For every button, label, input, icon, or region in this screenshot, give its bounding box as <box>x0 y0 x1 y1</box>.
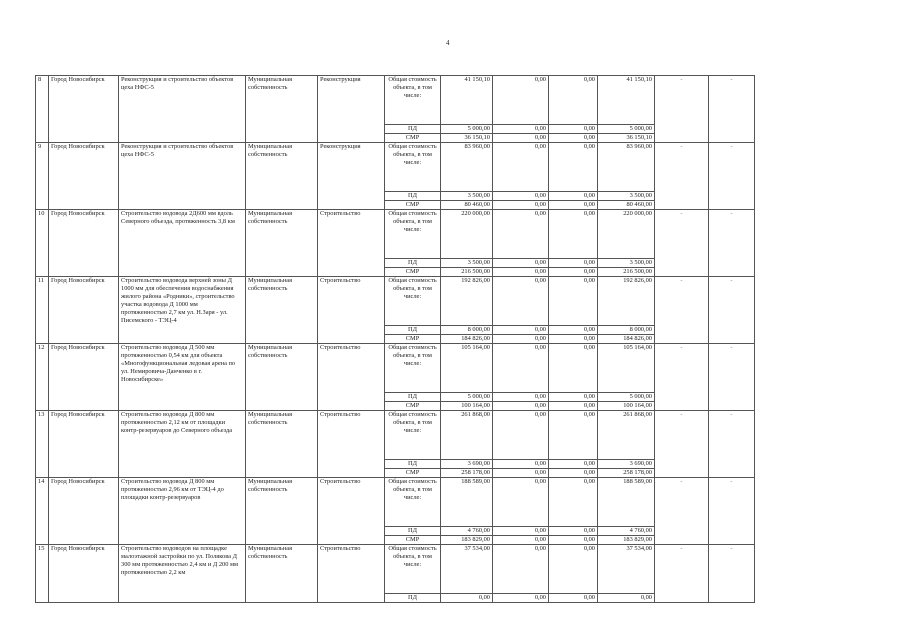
cost-label-cell: Общая стоимость объекта, в том числе: <box>385 545 441 594</box>
cost-label-cell: Общая стоимость объекта, в том числе: <box>385 277 441 326</box>
dash-cell: - <box>655 143 709 210</box>
cost-label-cell: Общая стоимость объекта, в том числе: <box>385 478 441 527</box>
row-number: 15 <box>36 545 49 603</box>
object-name-cell: Строительство водовода 2Д600 мм вдоль Северного объезда, протяженность 3,8 км <box>119 210 246 277</box>
total-value-cell: 261 868,00 <box>598 411 655 460</box>
pd-value-cell: 0,00 <box>549 527 598 536</box>
work-type-cell: Реконструкция <box>318 143 385 210</box>
city-cell: Город Новосибирск <box>49 143 119 210</box>
pd-value-cell: 4 760,00 <box>598 527 655 536</box>
total-value-cell: 0,00 <box>549 277 598 326</box>
dash-cell: - <box>655 545 709 603</box>
pd-value-cell: 3 690,00 <box>598 460 655 469</box>
total-value-cell: 37 534,00 <box>598 545 655 594</box>
pd-value-cell: 0,00 <box>493 393 549 402</box>
work-type-cell: Реконструкция <box>318 76 385 143</box>
total-value-cell: 0,00 <box>549 411 598 460</box>
total-value-cell: 188 589,00 <box>441 478 493 527</box>
total-value-cell: 41 150,10 <box>598 76 655 125</box>
smr-label: СМР <box>385 402 441 411</box>
page-number: 4 <box>446 39 450 47</box>
pd-value-cell: 0,00 <box>493 125 549 134</box>
smr-value-cell: 0,00 <box>493 268 549 277</box>
work-type-cell: Строительство <box>318 545 385 603</box>
total-value-cell: 0,00 <box>549 344 598 393</box>
total-value-cell: 192 826,00 <box>441 277 493 326</box>
smr-value-cell: 0,00 <box>493 536 549 545</box>
smr-label: СМР <box>385 469 441 478</box>
smr-value-cell: 80 460,00 <box>598 201 655 210</box>
table-row <box>36 277 755 326</box>
total-value-cell: 83 960,00 <box>441 143 493 192</box>
object-name-cell: Реконструкция и строительство объектов цеха НФС-5 <box>119 143 246 210</box>
pd-value-cell: 5 000,00 <box>441 125 493 134</box>
dash-cell: - <box>655 478 709 545</box>
object-name-cell: Строительство водовода Д 800 мм протяженностью 2,96 км от ТЭЦ-4 до площадки контр-резервуаров <box>119 478 246 545</box>
total-value-cell: 0,00 <box>549 210 598 259</box>
dash-cell: - <box>709 143 755 210</box>
cost-label-cell: Общая стоимость объекта, в том числе: <box>385 76 441 125</box>
dash-cell: - <box>709 76 755 143</box>
smr-value-cell: 0,00 <box>549 134 598 143</box>
row-number: 10 <box>36 210 49 277</box>
pd-label: ПД <box>385 125 441 134</box>
total-value-cell: 220 000,00 <box>441 210 493 259</box>
table-row <box>36 478 755 527</box>
total-value-cell: 83 960,00 <box>598 143 655 192</box>
dash-cell: - <box>709 478 755 545</box>
pd-value-cell: 3 690,00 <box>441 460 493 469</box>
ownership-cell: Муниципальная собственность <box>246 478 318 545</box>
total-value-cell: 0,00 <box>493 277 549 326</box>
table-row <box>36 545 755 594</box>
smr-value-cell: 0,00 <box>549 469 598 478</box>
pd-value-cell: 0,00 <box>549 460 598 469</box>
smr-label: СМР <box>385 268 441 277</box>
total-value-cell: 105 164,00 <box>598 344 655 393</box>
smr-value-cell: 0,00 <box>549 201 598 210</box>
smr-label: СМР <box>385 201 441 210</box>
total-value-cell: 0,00 <box>493 344 549 393</box>
total-value-cell: 0,00 <box>493 76 549 125</box>
smr-value-cell: 0,00 <box>493 469 549 478</box>
smr-value-cell: 100 164,00 <box>598 402 655 411</box>
pd-value-cell: 0,00 <box>598 594 655 603</box>
pd-label: ПД <box>385 527 441 536</box>
ownership-cell: Муниципальная собственность <box>246 411 318 478</box>
cost-label-cell: Общая стоимость объекта, в том числе: <box>385 344 441 393</box>
ownership-cell: Муниципальная собственность <box>246 210 318 277</box>
pd-value-cell: 5 000,00 <box>441 393 493 402</box>
total-value-cell: 0,00 <box>493 210 549 259</box>
dash-cell: - <box>709 277 755 344</box>
smr-value-cell: 0,00 <box>549 268 598 277</box>
smr-value-cell: 0,00 <box>493 201 549 210</box>
dash-cell: - <box>655 277 709 344</box>
total-value-cell: 0,00 <box>493 143 549 192</box>
smr-value-cell: 183 829,00 <box>441 536 493 545</box>
city-cell: Город Новосибирск <box>49 277 119 344</box>
pd-value-cell: 0,00 <box>549 192 598 201</box>
pd-value-cell: 0,00 <box>493 594 549 603</box>
total-value-cell: 0,00 <box>493 411 549 460</box>
object-name-cell: Строительство водовода Д 500 мм протяженностью 0,54 км для объекта «Многофункциональная ледовая арена по ул. Немировича-Данченко в г. Новосибирске» <box>119 344 246 411</box>
table-row <box>36 210 755 259</box>
city-cell: Город Новосибирск <box>49 344 119 411</box>
total-value-cell: 0,00 <box>493 478 549 527</box>
pd-value-cell: 0,00 <box>493 326 549 335</box>
investment-table <box>35 75 755 603</box>
table-row <box>36 143 755 192</box>
smr-value-cell: 0,00 <box>549 536 598 545</box>
work-type-cell: Строительство <box>318 210 385 277</box>
pd-value-cell: 0,00 <box>441 594 493 603</box>
row-number: 9 <box>36 143 49 210</box>
work-type-cell: Строительство <box>318 478 385 545</box>
work-type-cell: Строительство <box>318 277 385 344</box>
object-name-cell: Реконструкция и строительство объектов цеха НФС-5 <box>119 76 246 143</box>
table-row <box>36 344 755 393</box>
object-name-cell: Строительство водоводов на площадке малоэтажной застройки по ул. Полякова Д 300 мм протяженностью 2,4 км и Д 200 мм протяженностью 2,2 км <box>119 545 246 603</box>
smr-value-cell: 36 150,10 <box>598 134 655 143</box>
total-value-cell: 192 826,00 <box>598 277 655 326</box>
pd-value-cell: 3 500,00 <box>441 192 493 201</box>
row-number: 8 <box>36 76 49 143</box>
smr-label: СМР <box>385 335 441 344</box>
object-name-cell: Строительство водовода верхней зоны Д 1000 мм для обеспечения водоснабжения жилого района «Родники», строительство участка водовода Д 1000 мм протяженностью 2,7 км ул. Н.Заря - ул. Писемского - ТЭЦ-4 <box>119 277 246 344</box>
total-value-cell: 37 534,00 <box>441 545 493 594</box>
row-number: 11 <box>36 277 49 344</box>
row-number: 13 <box>36 411 49 478</box>
pd-value-cell: 5 000,00 <box>598 393 655 402</box>
ownership-cell: Муниципальная собственность <box>246 545 318 603</box>
dash-cell: - <box>709 344 755 411</box>
dash-cell: - <box>709 411 755 478</box>
city-cell: Город Новосибирск <box>49 210 119 277</box>
pd-value-cell: 3 500,00 <box>441 259 493 268</box>
smr-value-cell: 258 178,00 <box>598 469 655 478</box>
total-value-cell: 261 868,00 <box>441 411 493 460</box>
smr-value-cell: 216 500,00 <box>598 268 655 277</box>
total-value-cell: 0,00 <box>549 545 598 594</box>
cost-label-cell: Общая стоимость объекта, в том числе: <box>385 143 441 192</box>
total-value-cell: 220 000,00 <box>598 210 655 259</box>
pd-label: ПД <box>385 594 441 603</box>
smr-value-cell: 216 500,00 <box>441 268 493 277</box>
pd-value-cell: 0,00 <box>549 259 598 268</box>
total-value-cell: 41 150,10 <box>441 76 493 125</box>
dash-cell: - <box>655 210 709 277</box>
city-cell: Город Новосибирск <box>49 545 119 603</box>
smr-value-cell: 0,00 <box>549 335 598 344</box>
total-value-cell: 0,00 <box>493 545 549 594</box>
pd-value-cell: 8 000,00 <box>441 326 493 335</box>
pd-value-cell: 0,00 <box>549 326 598 335</box>
table-row <box>36 411 755 460</box>
total-value-cell: 188 589,00 <box>598 478 655 527</box>
pd-value-cell: 8 000,00 <box>598 326 655 335</box>
smr-value-cell: 0,00 <box>493 402 549 411</box>
smr-value-cell: 0,00 <box>493 335 549 344</box>
pd-value-cell: 0,00 <box>549 594 598 603</box>
pd-value-cell: 0,00 <box>493 460 549 469</box>
work-type-cell: Строительство <box>318 344 385 411</box>
pd-label: ПД <box>385 259 441 268</box>
smr-value-cell: 183 829,00 <box>598 536 655 545</box>
pd-label: ПД <box>385 326 441 335</box>
ownership-cell: Муниципальная собственность <box>246 143 318 210</box>
city-cell: Город Новосибирск <box>49 478 119 545</box>
pd-value-cell: 0,00 <box>549 393 598 402</box>
city-cell: Город Новосибирск <box>49 76 119 143</box>
pd-value-cell: 0,00 <box>549 125 598 134</box>
smr-value-cell: 100 164,00 <box>441 402 493 411</box>
pd-value-cell: 3 500,00 <box>598 192 655 201</box>
cost-label-cell: Общая стоимость объекта, в том числе: <box>385 210 441 259</box>
object-name-cell: Строительство водовода Д 800 мм протяженностью 2,12 км от площадки контр-резервуаров до Северного объезда <box>119 411 246 478</box>
pd-value-cell: 3 500,00 <box>598 259 655 268</box>
ownership-cell: Муниципальная собственность <box>246 344 318 411</box>
pd-label: ПД <box>385 393 441 402</box>
ownership-cell: Муниципальная собственность <box>246 76 318 143</box>
dash-cell: - <box>709 210 755 277</box>
row-number: 12 <box>36 344 49 411</box>
dash-cell: - <box>655 76 709 143</box>
table-row <box>36 76 755 125</box>
dash-cell: - <box>655 411 709 478</box>
pd-value-cell: 0,00 <box>493 192 549 201</box>
dash-cell: - <box>655 344 709 411</box>
smr-value-cell: 36 150,10 <box>441 134 493 143</box>
city-cell: Город Новосибирск <box>49 411 119 478</box>
smr-value-cell: 258 178,00 <box>441 469 493 478</box>
work-type-cell: Строительство <box>318 411 385 478</box>
smr-value-cell: 80 460,00 <box>441 201 493 210</box>
smr-value-cell: 0,00 <box>549 402 598 411</box>
pd-value-cell: 5 000,00 <box>598 125 655 134</box>
smr-value-cell: 184 826,00 <box>598 335 655 344</box>
ownership-cell: Муниципальная собственность <box>246 277 318 344</box>
total-value-cell: 0,00 <box>549 478 598 527</box>
pd-value-cell: 0,00 <box>493 259 549 268</box>
total-value-cell: 0,00 <box>549 76 598 125</box>
total-value-cell: 105 164,00 <box>441 344 493 393</box>
pd-value-cell: 4 760,00 <box>441 527 493 536</box>
row-number: 14 <box>36 478 49 545</box>
smr-value-cell: 0,00 <box>493 134 549 143</box>
smr-label: СМР <box>385 536 441 545</box>
cost-label-cell: Общая стоимость объекта, в том числе: <box>385 411 441 460</box>
pd-label: ПД <box>385 192 441 201</box>
pd-label: ПД <box>385 460 441 469</box>
smr-value-cell: 184 826,00 <box>441 335 493 344</box>
dash-cell: - <box>709 545 755 603</box>
total-value-cell: 0,00 <box>549 143 598 192</box>
pd-value-cell: 0,00 <box>493 527 549 536</box>
smr-label: СМР <box>385 134 441 143</box>
